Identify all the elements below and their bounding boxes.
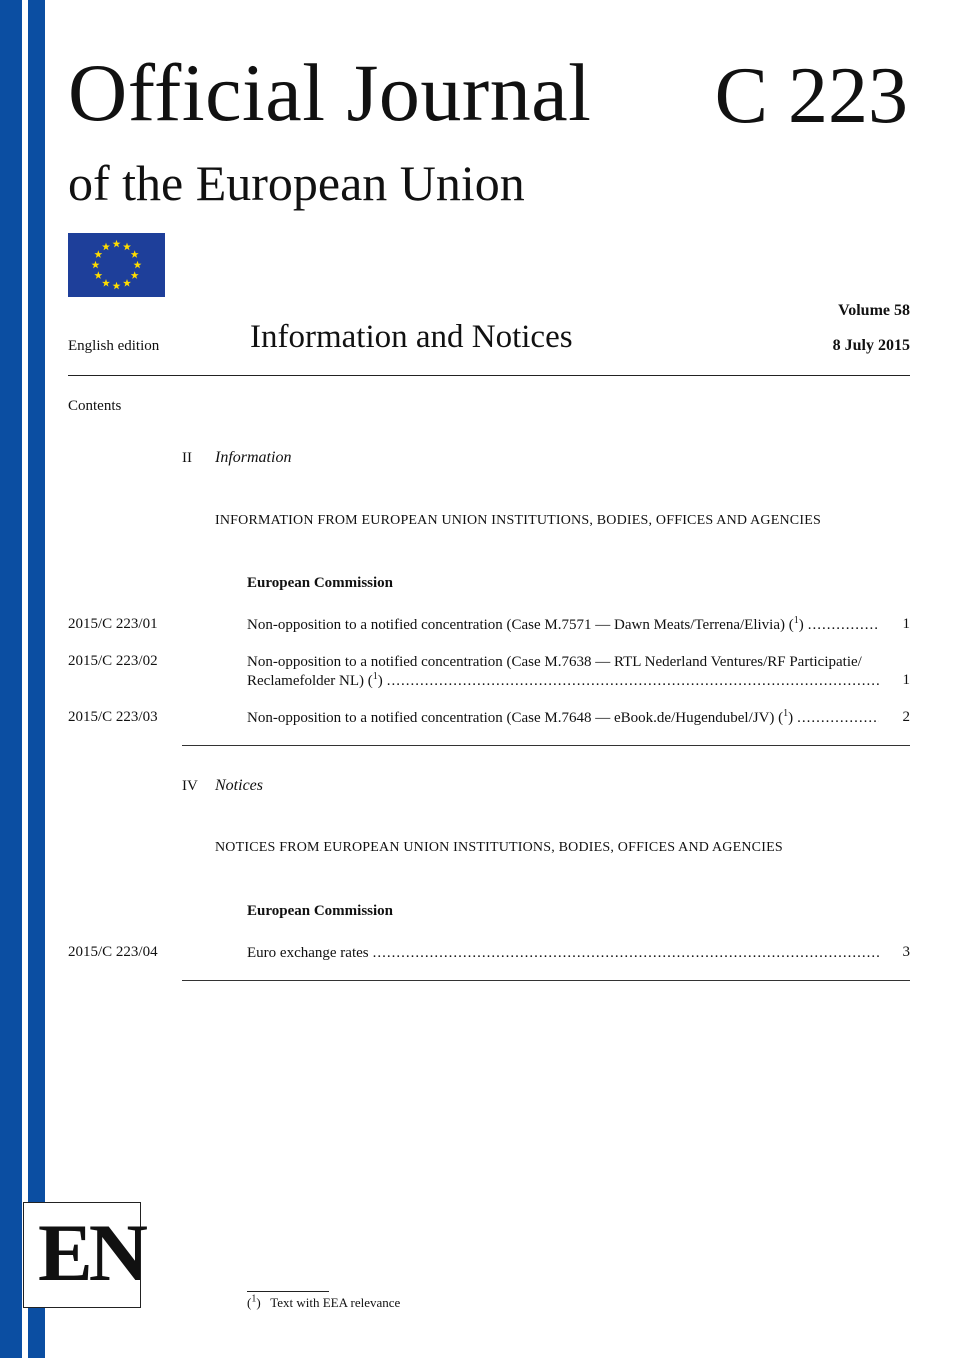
section-heading: NOTICES FROM EUROPEAN UNION INSTITUTIONS, BODIES, OFFICES AND AGENCIES [215,840,783,855]
left-blue-bar [0,0,22,1358]
institution-heading: European Commission [247,903,394,919]
page-number: 3 [902,944,910,960]
dot-leader [808,616,879,635]
entry-ref: 2015/C 223/04 [68,944,158,960]
dot-leader [373,944,879,963]
edition-label: English edition [68,338,160,354]
header-rule [68,375,910,376]
footnote-ref: 1 [783,708,789,719]
section-rule [182,745,910,746]
entry-title: Non-opposition to a notified concentration (Case M.7571 — Dawn Meats/Terrena/Elivia) [247,617,785,633]
eu-flag-icon [68,233,165,297]
footnote-rule [247,1291,329,1292]
footnote-text: Text with EEA relevance [270,1295,401,1310]
section-number: II [182,450,192,466]
entry-title-line1: Non-opposition to a notified concentration (Case M.7638 — RTL Nederland Ventures/RF Participatie/ [247,654,862,670]
entry-ref: 2015/C 223/01 [68,616,158,632]
footnote-ref: 1 [372,671,378,682]
page-number: 1 [902,672,910,688]
issue-number: C 223 [714,52,908,140]
institution-heading: European Commission [247,575,394,591]
section-name: Notices [215,777,263,794]
volume-label: Volume 58 [838,302,910,319]
journal-subtitle: of the European Union [68,155,525,211]
dot-leader [387,672,879,691]
issue-date: 8 July 2015 [832,337,910,354]
toc-entry[interactable]: Non-opposition to a notified concentration (Case M.7638 — RTL Nederland Ventures/RF Participatie/ Reclamefolder NL) ($^1$) ..... [247,653,879,691]
toc-entry[interactable] [247,944,879,963]
journal-title: Official Journal [68,47,592,138]
left-white-stripe [45,0,48,1358]
entry-title-line2: Reclamefolder NL) [247,673,365,689]
dot-leader [797,709,879,728]
footnote: ($^1$) Text with EEA relevance [247,1293,401,1310]
toc-entry[interactable]: Non-opposition to a notified concentration (Case M.7571 — Dawn Meats/Terrena/Elivia) ($^1$) ..... [247,616,879,635]
section-number: IV [182,778,198,794]
entry-title: Euro exchange rates [247,945,369,961]
entry-ref: 2015/C 223/02 [68,653,158,669]
footnote-ref: 1 [793,615,799,626]
page-number: 2 [902,709,910,725]
section-heading: INFORMATION FROM EUROPEAN UNION INSTITUTIONS, BODIES, OFFICES AND AGENCIES [215,513,821,528]
footnote-mark: 1 [251,1293,257,1305]
entry-title: Non-opposition to a notified concentration (Case M.7648 — eBook.de/Hugendubel/JV) [247,710,775,726]
section-name: Information [215,449,292,466]
series-title: Information and Notices [250,319,573,355]
section-rule [182,980,910,981]
page-number: 1 [902,616,910,632]
toc-entry[interactable]: Non-opposition to a notified concentration (Case M.7648 — eBook.de/Hugendubel/JV) ($^1$) ..... [247,709,879,728]
left-blue-stripe [28,0,45,1358]
language-badge-text: EN [38,1207,144,1298]
contents-label: Contents [68,398,122,414]
entry-ref: 2015/C 223/03 [68,709,158,725]
